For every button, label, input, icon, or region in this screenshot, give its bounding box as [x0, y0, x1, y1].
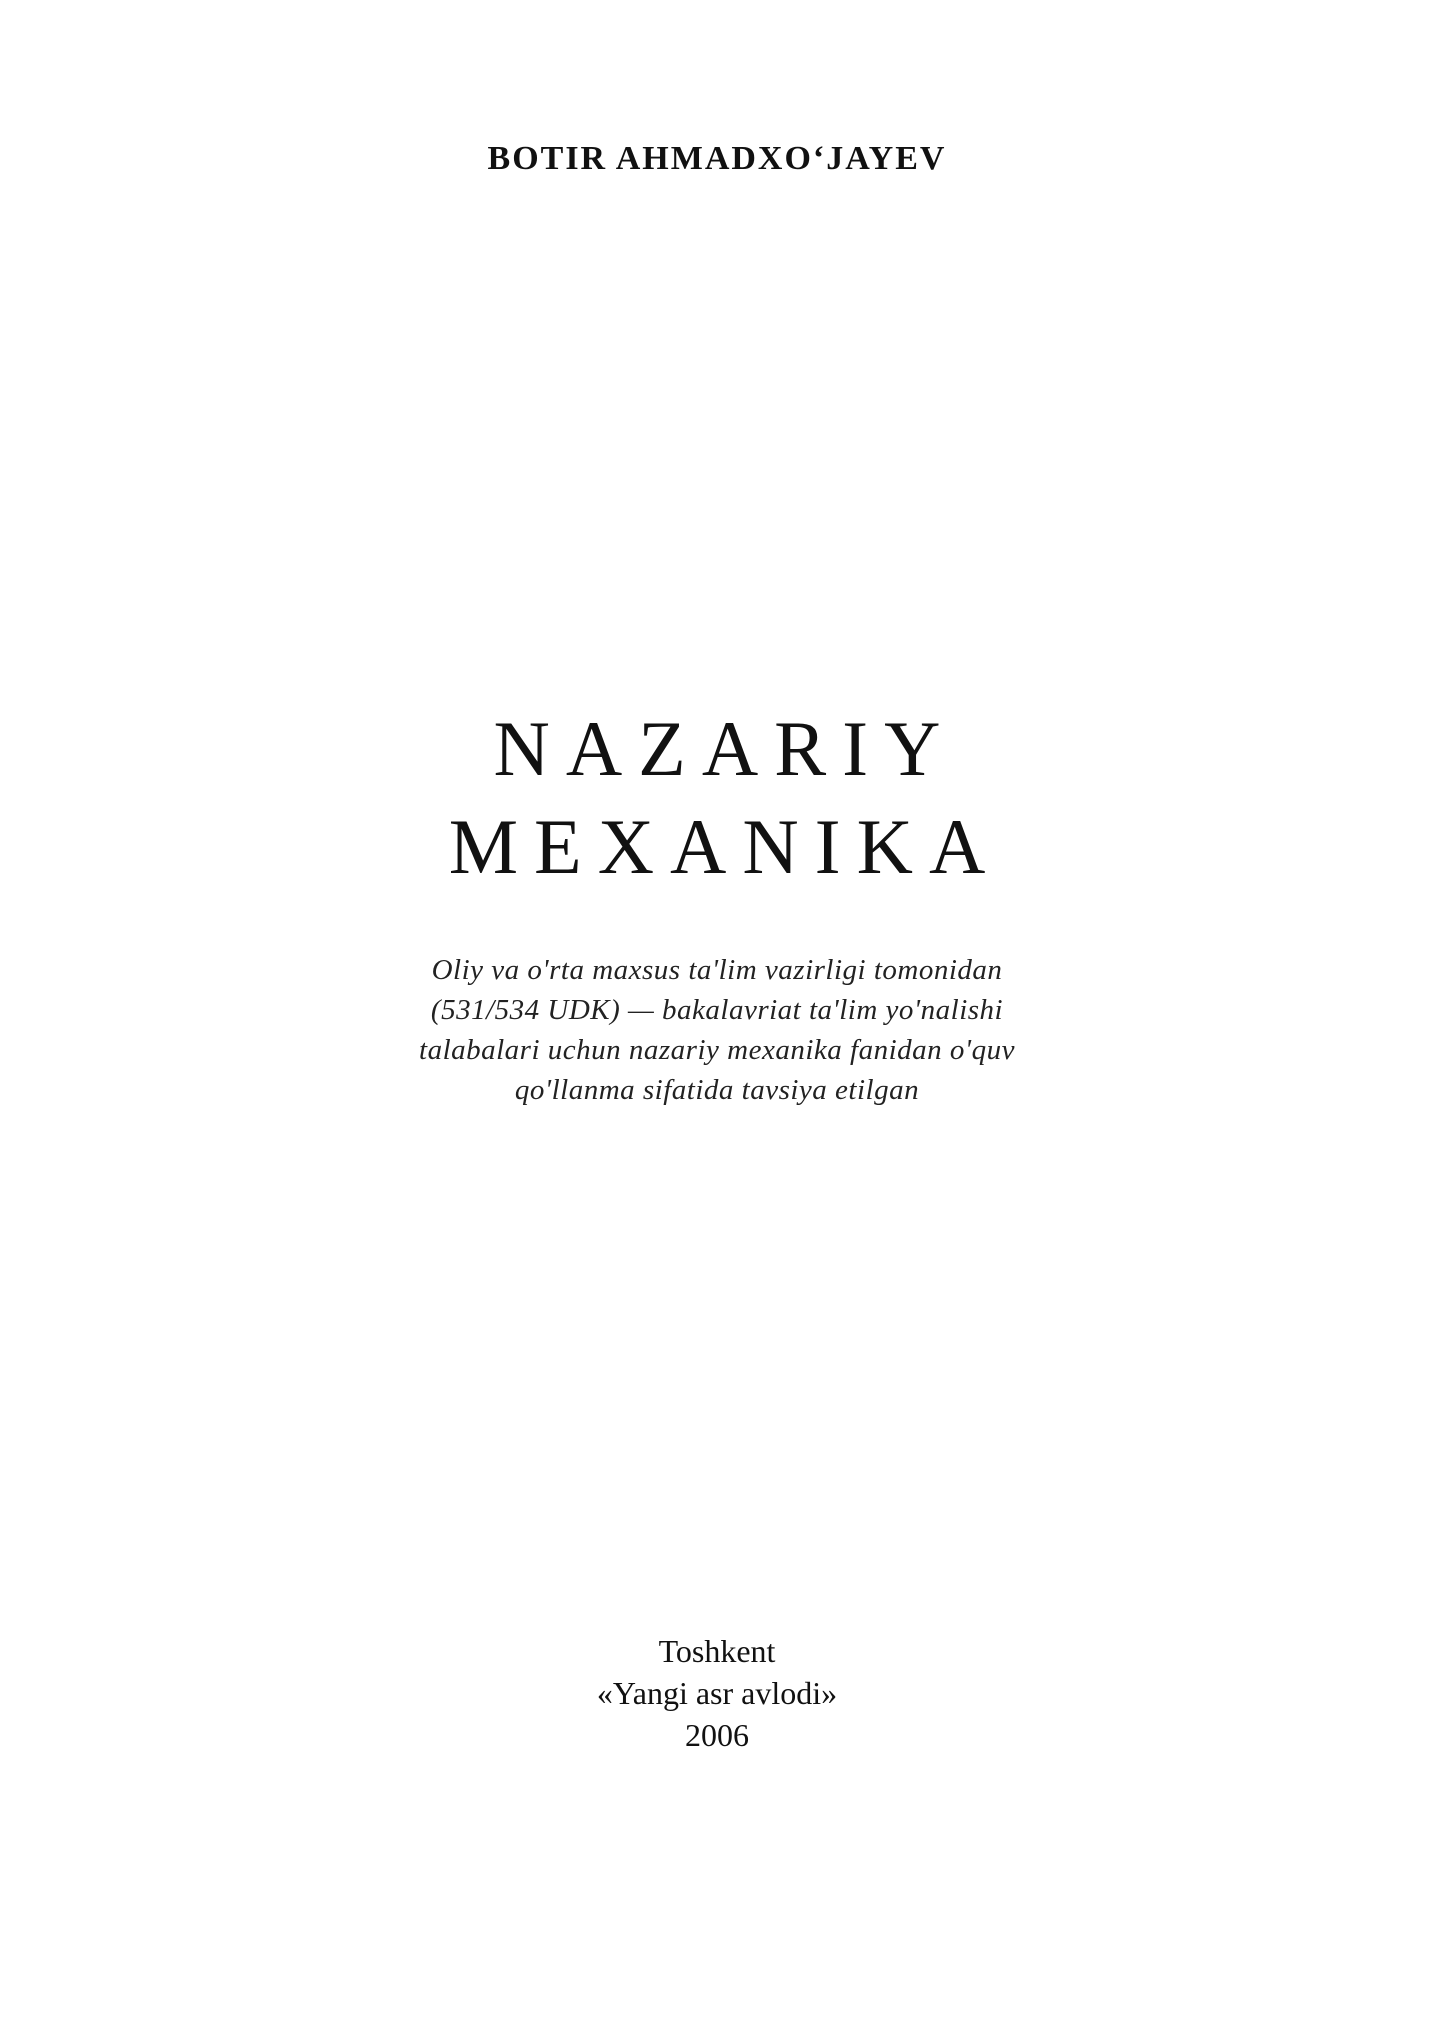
imprint-year: 2006 [685, 1717, 749, 1753]
author-name: BOTIR AHMADXO‘JAYEV [487, 140, 947, 177]
book-title [0, 700, 1434, 896]
approval-line-2: (531/534 UDK) — bakalavriat ta'lim yo'nalishi [430, 994, 1004, 1026]
imprint-publisher: «Yangi asr avlodi» [596, 1675, 838, 1711]
imprint [0, 1630, 1434, 1756]
approval-statement [330, 950, 1104, 1110]
approval-line-3: talabalari uchun nazariy mexanika fanidan o'quv [419, 1034, 1015, 1066]
book-title-line-1: NAZARIY [493, 705, 957, 792]
book-title-line-2: MEXANIKA [448, 803, 1002, 890]
approval-line-4: qo'llanma sifatida tavsiya etilgan [514, 1074, 920, 1106]
approval-line-1: Oliy va o'rta maxsus ta'lim vazirligi tomonidan [431, 954, 1003, 986]
imprint-city: Toshkent [658, 1633, 776, 1669]
